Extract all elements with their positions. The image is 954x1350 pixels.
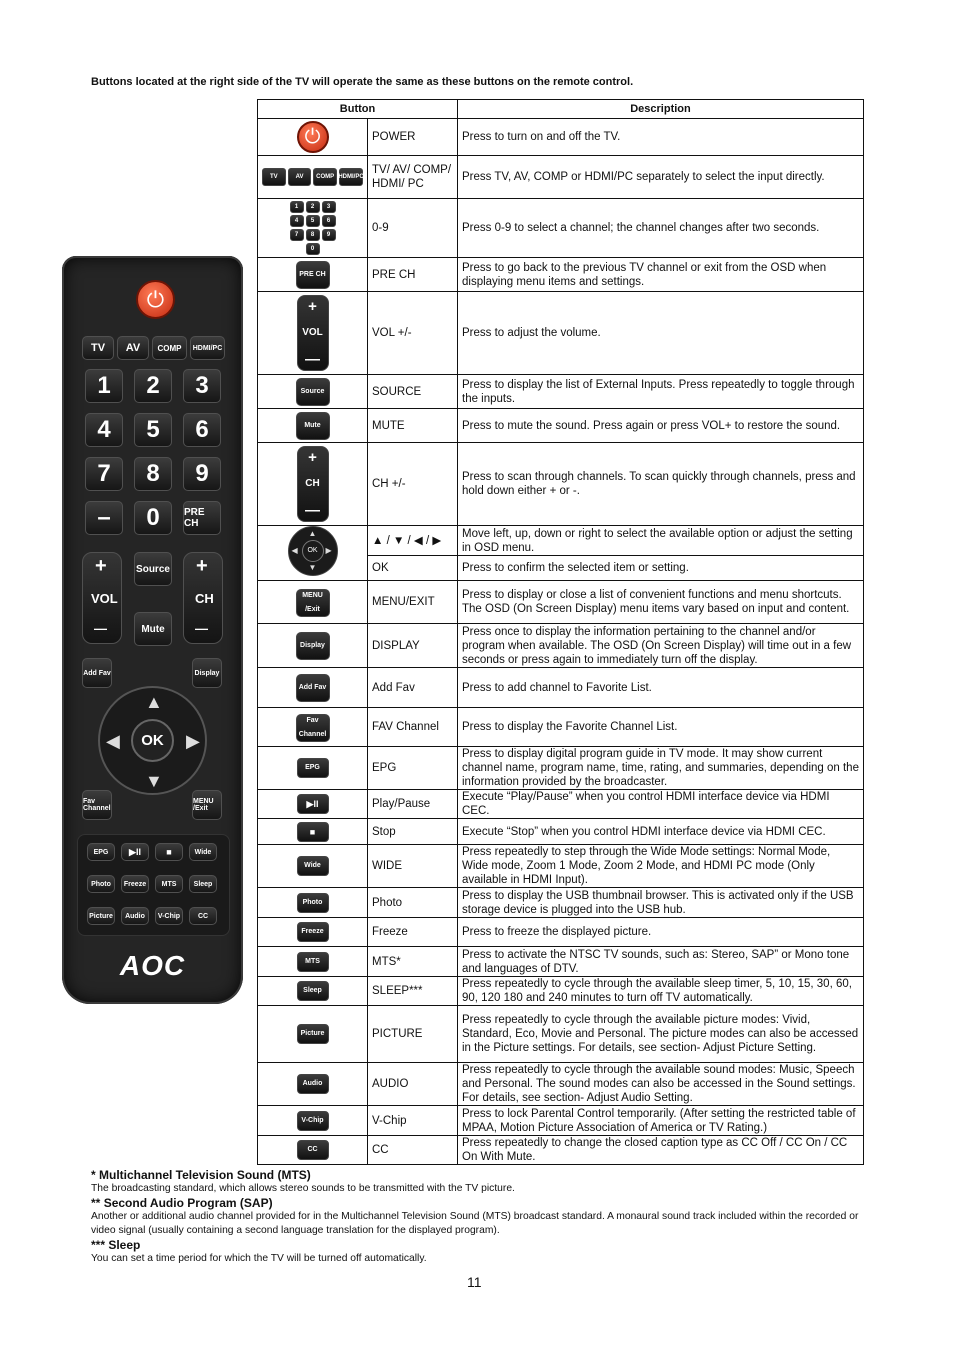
- footnote-marker: *: [91, 1168, 100, 1182]
- remote-ch-label: CH: [195, 591, 214, 606]
- icon-cell: [258, 790, 368, 819]
- icon-cell: [258, 292, 368, 375]
- vol-minus-icon: —: [305, 351, 320, 368]
- fav-channel-button-icon: Fav Channel: [296, 714, 330, 742]
- table-row: [258, 790, 864, 819]
- icon-cell: [258, 526, 368, 581]
- remote-menu-button: MENU /Exit: [192, 790, 222, 820]
- icon-cell: [258, 1006, 368, 1063]
- mute-button-icon: Mute: [296, 412, 330, 440]
- remote-volume-rocker: [82, 552, 122, 644]
- remote-wide-button: Wide: [189, 843, 217, 861]
- button-name: CC: [368, 1136, 458, 1165]
- vol-label: VOL: [302, 327, 323, 338]
- footnote-title: Sleep: [108, 1238, 141, 1252]
- button-description: Press repeatedly to cycle through the available picture modes: Vivid, Standard, Eco, Movie and Personal. The picture modes can also be accessed in the Picture settings. For details, see section- Adjust Picture Setting.: [458, 1006, 864, 1063]
- mts-button-icon: MTS: [297, 952, 329, 972]
- remote-hdmi-button: HDMI/PC: [190, 336, 225, 360]
- footnotes: [91, 1168, 861, 1266]
- remote-control-illustration: [62, 256, 243, 1004]
- remote-digit-4: 4: [85, 413, 123, 447]
- table-row: [258, 708, 864, 747]
- photo-button-icon: Photo: [297, 893, 329, 913]
- footnote-heading: [91, 1168, 861, 1182]
- digit-9-icon: 9: [322, 229, 336, 241]
- button-name: SOURCE: [368, 375, 458, 409]
- button-name: TV/ AV/ COMP/ HDMI/ PC: [368, 156, 458, 199]
- remote-left-arrow-icon: ◀: [106, 731, 120, 751]
- table-row: [258, 1106, 864, 1136]
- remote-sleep-button: Sleep: [189, 875, 217, 893]
- table-row: [258, 624, 864, 668]
- header-button: Button: [258, 100, 458, 119]
- remote-ok-button: OK: [131, 719, 174, 762]
- down-arrow-icon: ▼: [308, 563, 317, 572]
- button-description: Press to display the USB thumbnail browser. This is activated only if the USB storage device is plugged into the USB hub.: [458, 888, 864, 918]
- left-arrow-icon: ◀: [291, 546, 298, 555]
- channel-rocker-icon: [297, 446, 329, 522]
- remote-vol-minus: —: [94, 621, 107, 636]
- remote-digit-0: 0: [134, 501, 172, 535]
- table-row: [258, 1006, 864, 1063]
- remote-epg-button: EPG: [87, 843, 115, 861]
- button-name: Photo: [368, 888, 458, 918]
- remote-prech-button: PRE CH: [183, 501, 221, 535]
- footnote-title: Multichannel Television Sound (MTS): [99, 1168, 311, 1182]
- digit-5-icon: 5: [306, 215, 320, 227]
- button-description: Press repeatedly to cycle through the available sleep timer, 5, 10, 15, 30, 60, 90, 120 180 and 240 minutes to turn off TV automatically.: [458, 977, 864, 1006]
- table-row: [258, 1063, 864, 1106]
- icon-cell: [258, 668, 368, 708]
- button-description: Press to activate the NTSC TV sounds, such as: Stereo, SAP” or Mono tone and languages of DTV.: [458, 947, 864, 977]
- audio-button-icon: Audio: [297, 1074, 329, 1094]
- remote-vol-label: VOL: [91, 591, 118, 606]
- ch-plus-icon: +: [308, 449, 317, 466]
- add-fav-button-icon: Add Fav: [296, 674, 330, 702]
- source-button-icon: Source: [296, 378, 330, 406]
- remote-tv-button: TV: [82, 336, 114, 360]
- up-arrow-icon: ▲: [308, 529, 317, 538]
- remote-cc-button: CC: [189, 907, 217, 925]
- play-pause-button-icon: ▶II: [297, 794, 329, 814]
- button-description: Execute “Stop” when you control HDMI interface device via HDMI CEC.: [458, 819, 864, 845]
- button-name: 0-9: [368, 199, 458, 258]
- button-description: Press TV, AV, COMP or HDMI/PC separately to select the input directly.: [458, 156, 864, 199]
- sleep-button-icon: Sleep: [297, 981, 329, 1001]
- button-description: Press to adjust the volume.: [458, 292, 864, 375]
- icon-cell: [258, 119, 368, 156]
- table-row: [258, 199, 864, 258]
- table-row: [258, 977, 864, 1006]
- page-number: 11: [467, 1274, 482, 1290]
- vol-plus-icon: +: [308, 298, 317, 315]
- icon-cell: [258, 199, 368, 258]
- table-row: [258, 1136, 864, 1165]
- table-row: [258, 918, 864, 947]
- digit-2-icon: 2: [306, 201, 320, 213]
- footnote-title: Second Audio Program (SAP): [103, 1196, 273, 1210]
- digit-4-icon: 4: [290, 215, 304, 227]
- table-row: [258, 888, 864, 918]
- table-row: [258, 947, 864, 977]
- table-row: [258, 292, 864, 375]
- remote-digit-7: 7: [85, 457, 123, 491]
- remote-power-icon: ⏻: [136, 280, 175, 319]
- button-name: V-Chip: [368, 1106, 458, 1136]
- button-description: Press once to display the information pertaining to the channel and/or program when available. The OSD (On Screen Display) will time out in a few seconds or press again to immediately turn off the display.: [458, 624, 864, 668]
- tv-icon: TV: [262, 168, 286, 186]
- epg-button-icon: EPG: [297, 758, 329, 778]
- button-name: FAV Channel: [368, 708, 458, 747]
- ok-icon: OK: [302, 540, 324, 562]
- remote-digit-8: 8: [134, 457, 172, 491]
- footnote-heading: [91, 1238, 861, 1252]
- remote-dash-button: –: [85, 501, 123, 535]
- digit-6-icon: 6: [322, 215, 336, 227]
- icon-cell: [258, 747, 368, 790]
- comp-icon: COMP: [313, 168, 337, 186]
- footnote-text: You can set a time period for which the TV will be turned off automatically.: [91, 1253, 427, 1264]
- remote-photo-button: Photo: [87, 875, 115, 893]
- button-name: PICTURE: [368, 1006, 458, 1063]
- table-row: [258, 845, 864, 888]
- remote-mts-button: MTS: [155, 875, 183, 893]
- button-description: Press to freeze the displayed picture.: [458, 918, 864, 947]
- av-icon: AV: [288, 168, 312, 186]
- button-description: Press to display the Favorite Channel List.: [458, 708, 864, 747]
- button-name: VOL +/-: [368, 292, 458, 375]
- digit-3-icon: 3: [322, 201, 336, 213]
- vchip-button-icon: V-Chip: [297, 1111, 329, 1131]
- number-pad-icon: [262, 201, 363, 255]
- button-name: ▲ / ▼ / ◀ / ▶: [368, 526, 458, 556]
- icon-cell: [258, 156, 368, 199]
- remote-picture-button: Picture: [87, 907, 115, 925]
- button-description: Press to confirm the selected item or setting.: [458, 556, 864, 581]
- footnote-marker: ***: [91, 1238, 109, 1252]
- button-name: Freeze: [368, 918, 458, 947]
- icon-cell: [258, 888, 368, 918]
- remote-down-arrow-icon: ▼: [145, 771, 163, 791]
- remote-digit-6: 6: [183, 413, 221, 447]
- remote-stop-icon: ■: [155, 843, 183, 861]
- button-description: Press to display the list of External Inputs. Press repeatedly to toggle through the inputs.: [458, 375, 864, 409]
- button-name: Add Fav: [368, 668, 458, 708]
- wide-button-icon: Wide: [297, 856, 329, 876]
- table-row: [258, 526, 864, 556]
- table-row: [258, 119, 864, 156]
- input-buttons-icon: [262, 168, 363, 186]
- button-name: MTS*: [368, 947, 458, 977]
- table-row: [258, 258, 864, 292]
- stop-button-icon: ■: [297, 822, 329, 842]
- remote-up-arrow-icon: ▲: [145, 692, 163, 712]
- button-name: CH +/-: [368, 443, 458, 526]
- button-description: Press to display or close a list of convenient functions and menu shortcuts. The OSD (On Screen Display) menu items vary based on input and content.: [458, 581, 864, 624]
- icon-cell: [258, 581, 368, 624]
- power-icon: ⏻: [297, 121, 329, 153]
- freeze-button-icon: Freeze: [297, 922, 329, 942]
- remote-addfav-button: Add Fav: [82, 658, 112, 688]
- button-description: Press to mute the sound. Press again or press VOL+ to restore the sound.: [458, 409, 864, 443]
- remote-fav-channel-button: Fav Channel: [82, 790, 112, 820]
- remote-source-button: Source: [134, 552, 172, 586]
- icon-cell: [258, 1106, 368, 1136]
- ch-minus-icon: —: [305, 502, 320, 519]
- intro-text: Buttons located at the right side of the TV will operate the same as these buttons on the remote control.: [91, 76, 634, 88]
- button-name: DISPLAY: [368, 624, 458, 668]
- icon-cell: [258, 258, 368, 292]
- button-name: Play/Pause: [368, 790, 458, 819]
- remote-display-button: Display: [192, 658, 222, 688]
- button-name: AUDIO: [368, 1063, 458, 1106]
- dpad-icon: [288, 526, 338, 576]
- icon-cell: [258, 375, 368, 409]
- footnote-marker: **: [91, 1196, 104, 1210]
- table-row: [258, 409, 864, 443]
- button-name: MUTE: [368, 409, 458, 443]
- button-description: Press 0-9 to select a channel; the channel changes after two seconds.: [458, 199, 864, 258]
- table-row: [258, 443, 864, 526]
- remote-digit-5: 5: [134, 413, 172, 447]
- button-name: SLEEP***: [368, 977, 458, 1006]
- right-arrow-icon: ▶: [325, 546, 332, 555]
- button-name: POWER: [368, 119, 458, 156]
- table-row: [258, 581, 864, 624]
- digit-0-icon: 0: [306, 243, 320, 255]
- digit-1-icon: 1: [290, 201, 304, 213]
- table-header-row: [258, 100, 864, 119]
- button-name: OK: [368, 556, 458, 581]
- remote-mute-button: Mute: [134, 612, 172, 646]
- button-name: EPG: [368, 747, 458, 790]
- button-description: Press to go back to the previous TV channel or exit from the OSD when displaying menu items and settings.: [458, 258, 864, 292]
- remote-vchip-button: V-Chip: [155, 907, 183, 925]
- icon-cell: [258, 947, 368, 977]
- button-description: Press repeatedly to change the closed caption type as CC Off / CC On / CC On With Mute.: [458, 1136, 864, 1165]
- menu-exit-button-icon: MENU /Exit: [296, 589, 330, 617]
- icon-cell: [258, 443, 368, 526]
- remote-digit-3: 3: [183, 369, 221, 403]
- remote-right-arrow-icon: ▶: [186, 731, 200, 751]
- remote-digit-2: 2: [134, 369, 172, 403]
- icon-cell: [258, 624, 368, 668]
- footnote-mts: [91, 1168, 861, 1196]
- hdmi-icon: HDMI/PC: [339, 168, 363, 186]
- button-name: MENU/EXIT: [368, 581, 458, 624]
- table-row: [258, 819, 864, 845]
- display-button-icon: Display: [296, 632, 330, 660]
- button-description: Press repeatedly to cycle through the available sound modes: Music, Speech and Personal. The sound modes can also be accessed in the Sound settings. For details, see section- Adjust Audio Setting.: [458, 1063, 864, 1106]
- remote-ch-minus: —: [195, 621, 208, 636]
- icon-cell: [258, 819, 368, 845]
- volume-rocker-icon: [297, 295, 329, 371]
- button-description: Press to scan through channels. To scan quickly through channels, press and hold down either + or -.: [458, 443, 864, 526]
- icon-cell: [258, 409, 368, 443]
- aoc-logo: AOC: [119, 950, 186, 981]
- button-description: Execute “Play/Pause” when you control HDMI interface device via HDMI CEC.: [458, 790, 864, 819]
- footnote-text: The broadcasting standard, which allows stereo sounds to be transmitted with the TV picture.: [91, 1183, 515, 1194]
- button-name: WIDE: [368, 845, 458, 888]
- button-description: Press to lock Parental Control temporarily. (After setting the restricted table of MPAA, Motion Picture Association of America or TV Rating.): [458, 1106, 864, 1136]
- table-row: [258, 747, 864, 790]
- icon-cell: [258, 708, 368, 747]
- picture-button-icon: Picture: [297, 1024, 329, 1044]
- button-table: [257, 99, 864, 1165]
- icon-cell: [258, 977, 368, 1006]
- table-row: [258, 156, 864, 199]
- remote-comp-button: COMP: [152, 336, 187, 360]
- button-name: Stop: [368, 819, 458, 845]
- digit-8-icon: 8: [306, 229, 320, 241]
- digit-7-icon: 7: [290, 229, 304, 241]
- button-description: Press to add channel to Favorite List.: [458, 668, 864, 708]
- remote-freeze-button: Freeze: [121, 875, 149, 893]
- header-description: Description: [458, 100, 864, 119]
- remote-vol-plus: +: [95, 555, 107, 577]
- icon-cell: [258, 1063, 368, 1106]
- icon-cell: [258, 845, 368, 888]
- remote-audio-button: Audio: [121, 907, 149, 925]
- button-name: PRE CH: [368, 258, 458, 292]
- footnote-sap: [91, 1196, 861, 1238]
- button-description: Press repeatedly to step through the Wide Mode settings: Normal Mode, Wide mode, Zoom 1 Mode, Zoom 2 Mode, and HDMI PC mode (Only available in HDMI Input).: [458, 845, 864, 888]
- remote-digit-9: 9: [183, 457, 221, 491]
- cc-button-icon: CC: [297, 1140, 329, 1160]
- button-description: Press to turn on and off the TV.: [458, 119, 864, 156]
- button-description: Press to display digital program guide in TV mode. It may show current channel name, program name, time, rating, and summaries, depending on the information provided by the broadcaster.: [458, 747, 864, 790]
- remote-av-button: AV: [117, 336, 149, 360]
- button-description: Move left, up, down or right to select the available option or adjust the setting in OSD menu.: [458, 526, 864, 556]
- icon-cell: [258, 918, 368, 947]
- remote-dpad: [98, 686, 207, 795]
- footnote-text: Another or additional audio channel provided for in the Multichannel Television Sound (MTS) broadcast standard. A monaural sound track included within the recorded or video signal (usually containing a second language translation for the displayed program).: [91, 1211, 859, 1236]
- icon-cell: [258, 1136, 368, 1165]
- prech-button-icon: PRE CH: [296, 261, 330, 289]
- footnote-sleep: [91, 1238, 861, 1266]
- remote-play-pause-icon: ▶II: [121, 843, 149, 861]
- footnote-heading: [91, 1196, 861, 1210]
- remote-channel-rocker: [183, 552, 223, 644]
- table-row: [258, 668, 864, 708]
- remote-digit-1: 1: [85, 369, 123, 403]
- ch-label: CH: [305, 478, 320, 489]
- table-row: [258, 375, 864, 409]
- remote-ch-plus: +: [196, 555, 208, 577]
